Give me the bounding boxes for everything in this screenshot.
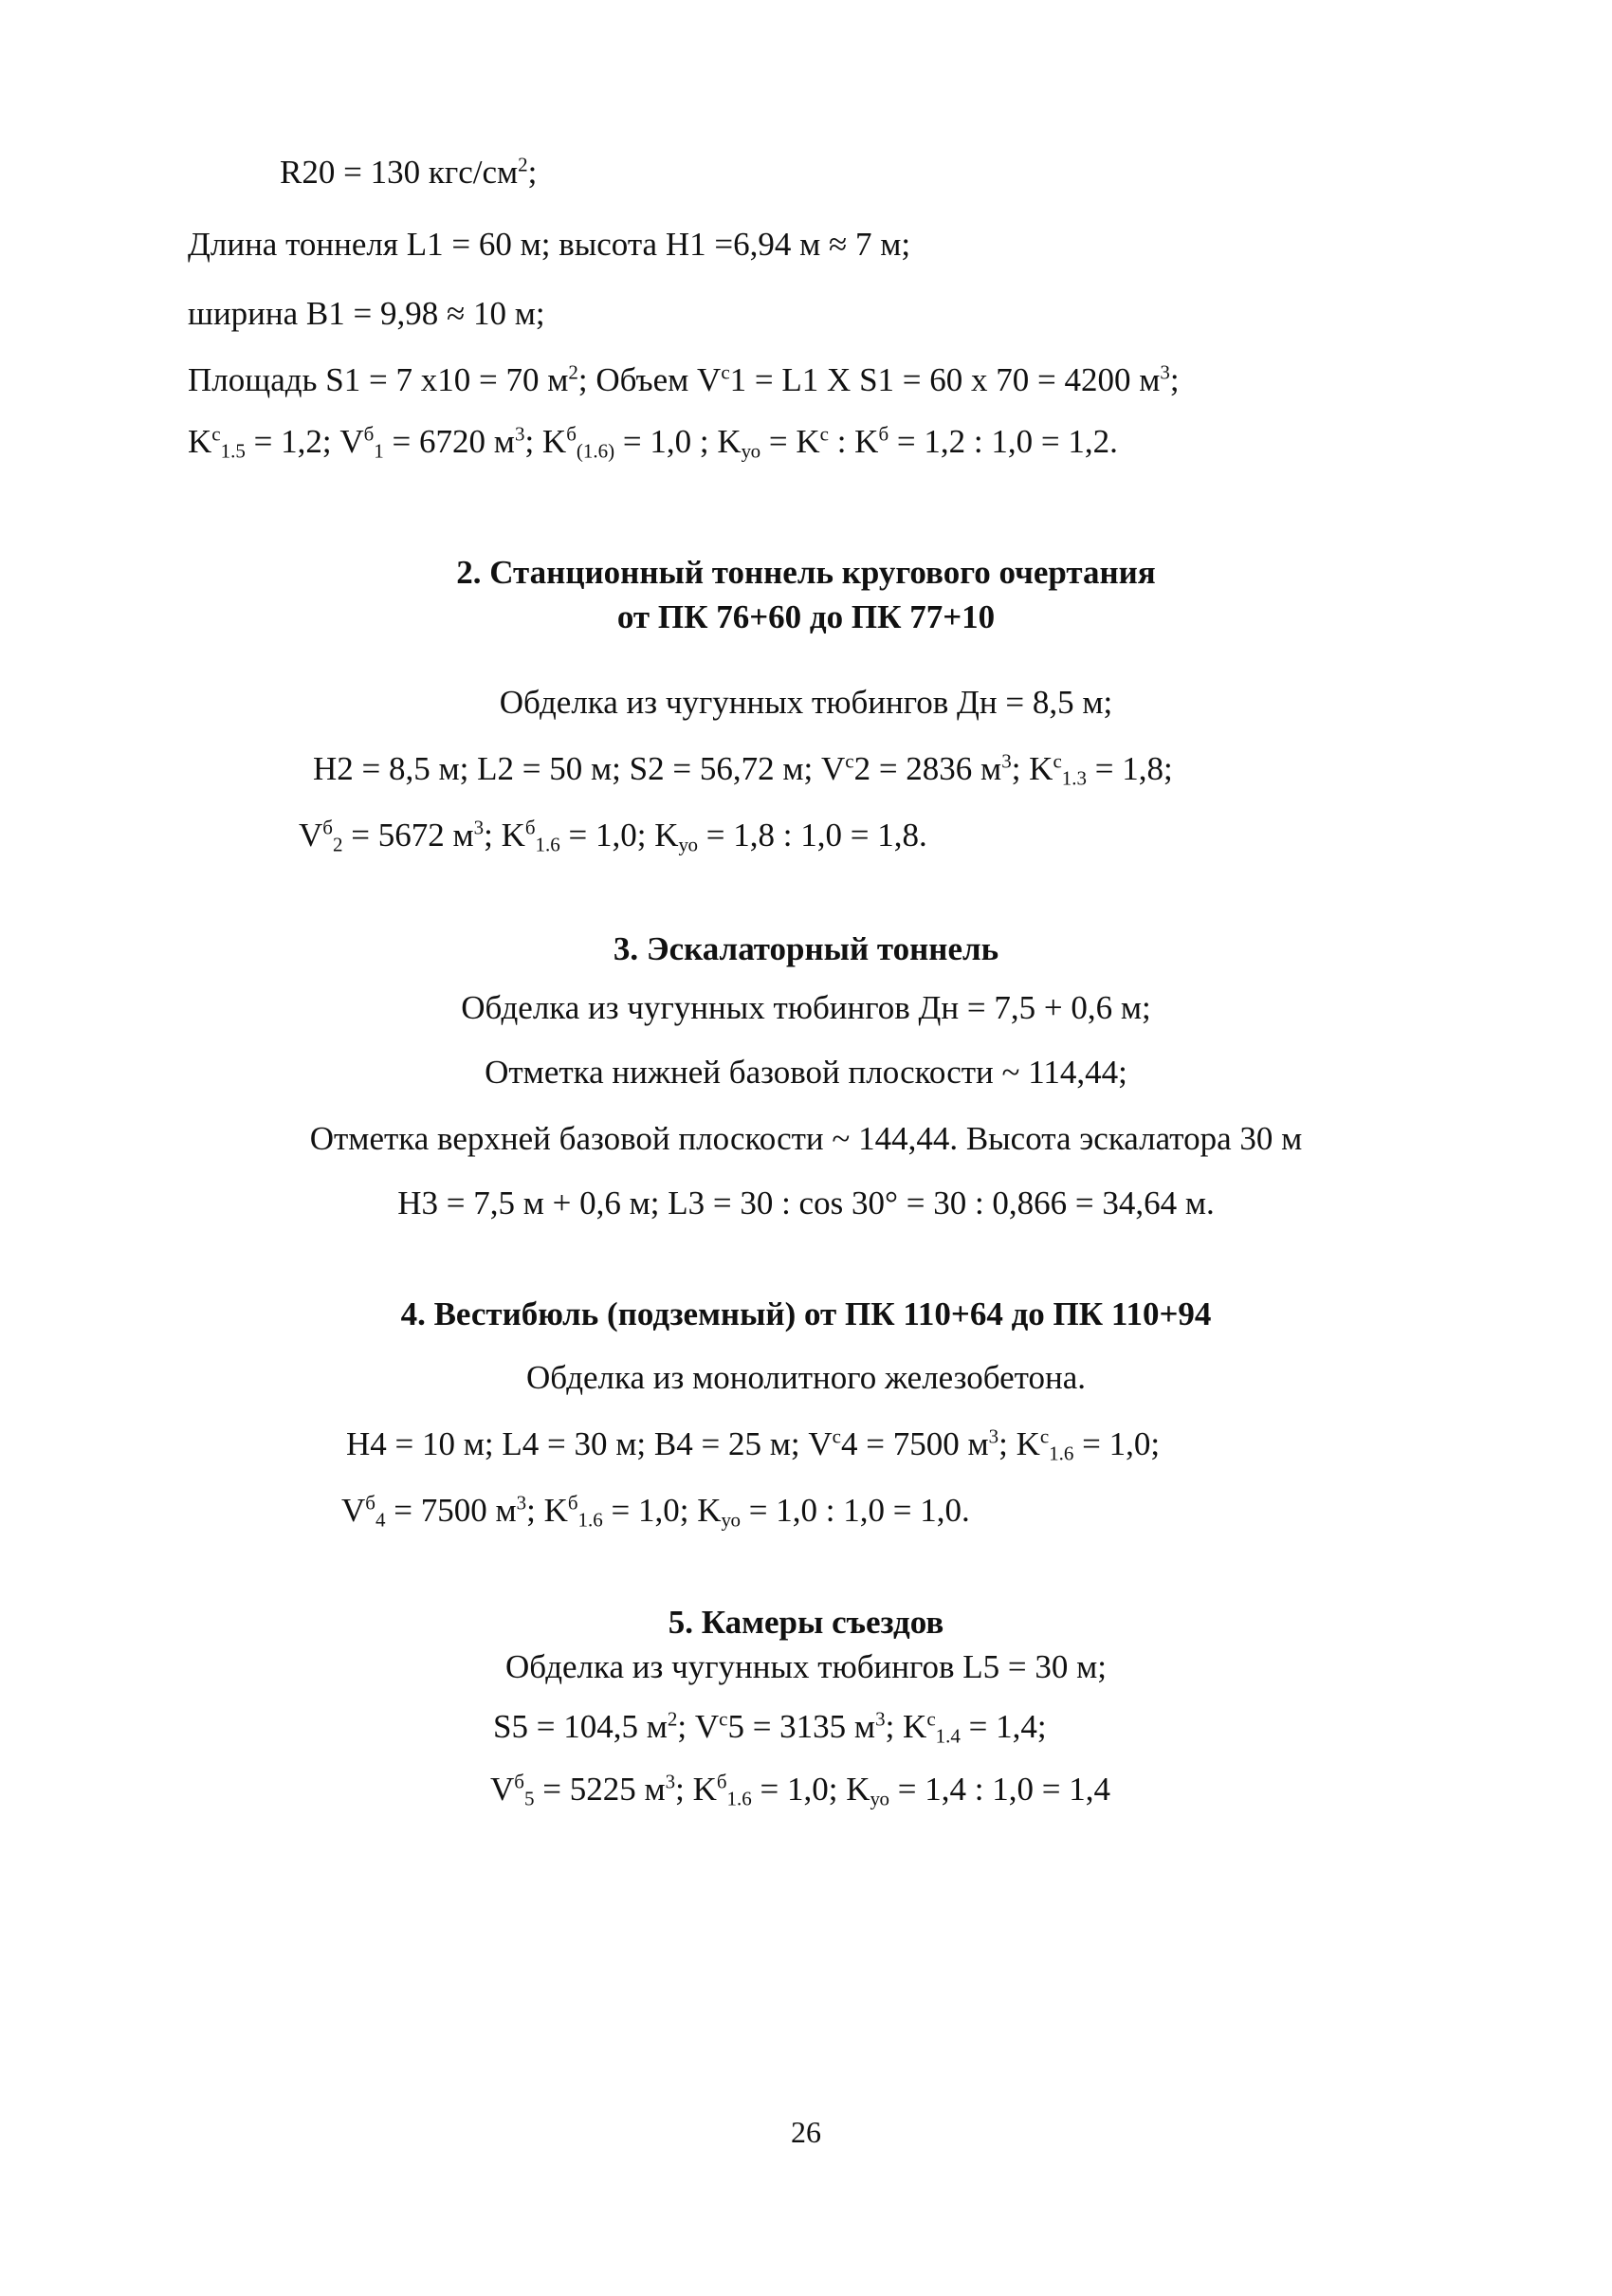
section5-dimensions-line: S5 = 104,5 $м^2$; $V^с5 = 3135$ $м^3$; $K^с_{1.4} = 1,4$; (493, 1707, 1047, 1748)
section4-coefficients-line: $V^б_4 = 7500$ $м^3$; $K^б_{1.6} = 1,0$; $K_{уо} = 1,0$ : 1,0 = 1,0. (341, 1491, 970, 1532)
section2-heading-line1: 2. Станционный тоннель кругового очертания (456, 554, 1156, 591)
section5-lining-line: Обделка из чугунных тюбингов L5 = 30 м; (505, 1648, 1107, 1685)
section5-coefficients-line: $V^б_5 = 5225$ $м^3$; $K^б_{1.6} = 1,0$; $K_{уо} = 1,4$ : 1,0 = 1,4 (490, 1770, 1110, 1810)
section4-dimensions-line: H4 = 10 м; L4 = 30 м; B4 = 25 м; $V^с4 = 7500$ $м^3$; $K^с_{1.6} = 1,0$; (346, 1424, 1161, 1465)
tunnel-area-line: Площадь S1 = 7 х10 = 70 $м^2$; Объем $V^с1 = L1$ X S1 = 60 х 70 = 4200 $м^3$; (188, 360, 1180, 398)
section4-heading: 4. Вестибюль (подземный) от ПК 110+64 до ПК 110+94 (400, 1295, 1212, 1332)
section2-dimensions-line: H2 = 8,5 м; L2 = 50 м; S2 = 56,72 м; $V^с2 = 2836$ $м^3$; $K^с_{1.3} = 1,8$; (313, 749, 1173, 790)
section5-heading: 5. Камеры съездов (668, 1604, 944, 1641)
coefficients-line-1: $K^с_{1.5} = 1,2$; $V^б_1 = 6720$ $м^3$; $K^б_{(1.6)} = 1,0$ ; $K_{уо} = K^с$ : $K^б = 1,2$ : 1,0 = 1,2. (188, 422, 1118, 463)
section3-lower-mark-line: Отметка нижней базовой плоскости ~ 114,44; (485, 1054, 1127, 1091)
section2-heading-line2: от ПК 76+60 до ПК 77+10 (616, 598, 996, 635)
tunnel-width-line: ширина B1 = 9,98 ≈ 10 м; (188, 295, 545, 332)
section3-heading: 3. Эскалаторный тоннель (613, 930, 999, 967)
section2-coefficients-line: $V^б_2 = 5672$ $м^3$; $K^б_{1.6} = 1,0$; $K_{уо} = 1,8$ : 1,0 = 1,8. (299, 816, 927, 856)
section4-lining-line: Обделка из монолитного железобетона. (526, 1359, 1086, 1396)
r20-line: R20 = 130 кгс/$см^2$; (280, 153, 538, 191)
section2-lining-line: Обделка из чугунных тюбингов Дн = 8,5 м; (499, 684, 1113, 721)
tunnel-length-line: Длина тоннеля L1 = 60 м; высота H1 =6,94 м ≈ 7 м; (188, 226, 911, 263)
page-number: 26 (791, 2115, 821, 2149)
section3-upper-mark-line: Отметка верхней базовой плоскости ~ 144,44. Высота эскалатора 30 м (309, 1120, 1303, 1157)
section3-dimensions-line: H3 = 7,5 м + 0,6 м; L3 = 30 : cos 30° = 30 : 0,866 = 34,64 м. (397, 1185, 1215, 1221)
section3-lining-line: Обделка из чугунных тюбингов Дн = 7,5 + 0,6 м; (461, 989, 1151, 1026)
